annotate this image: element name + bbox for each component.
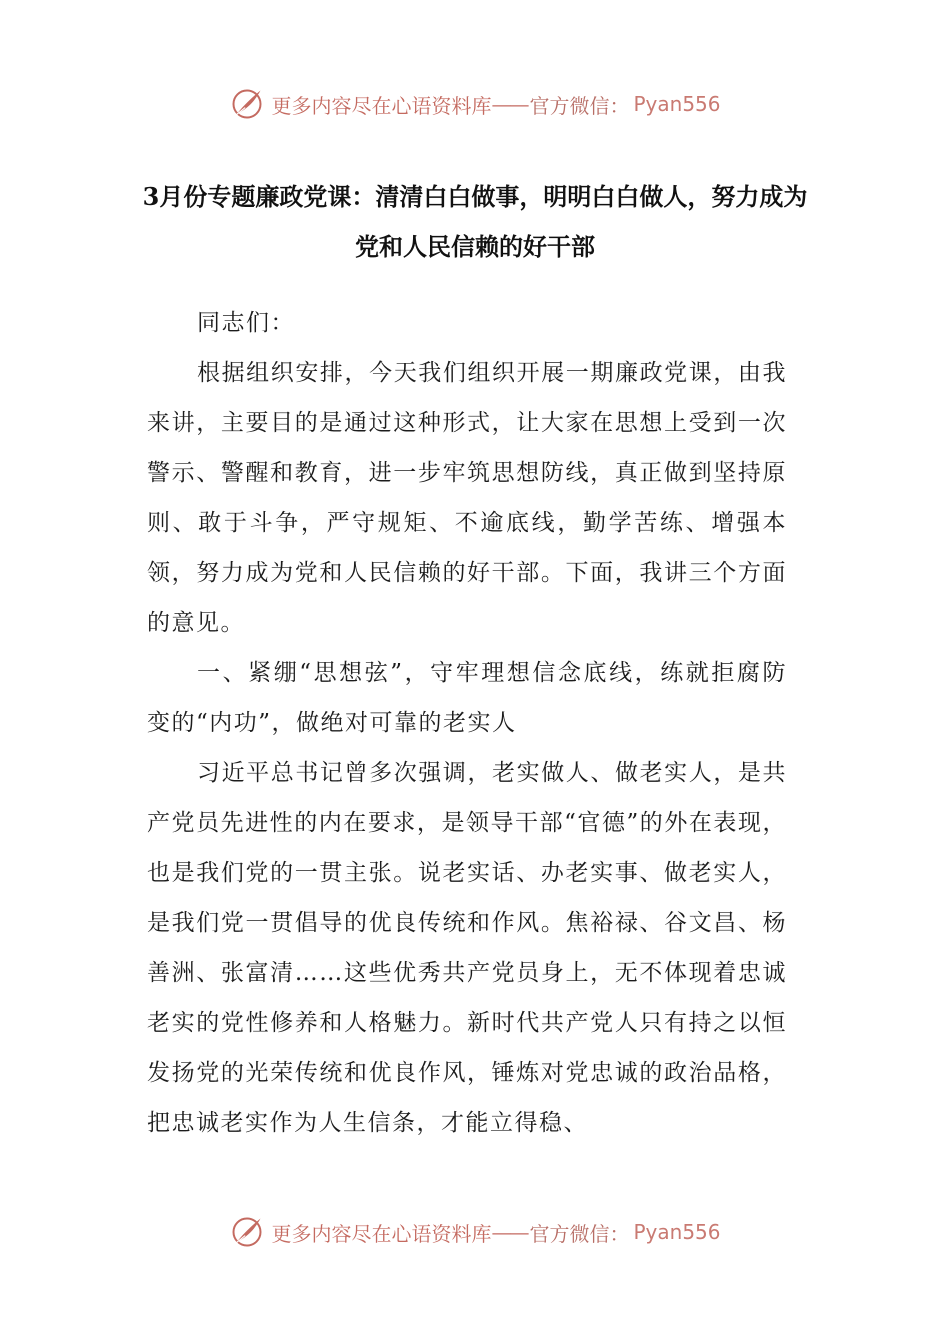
section-heading-1: 一、紧绷“思想弦”，守牢理想信念底线，练就拒腐防变的“内功”，做绝对可靠的老实人 [147,660,787,736]
paragraph-intro: 根据组织安排，今天我们组织开展一期廉政党课，由我来讲，主要目的是通过这种形式，让大家在思想上受到一次警示、警醒和教育，进一步牢筑思想防线，真正做到坚持原则、敢于斗争，严守规矩、不逾底线，勤学苦练、增强本领，努力成为党和人民信赖的好干部。下面，我讲三个方面的意见。 [147,360,787,636]
watermark-footer [0,1212,950,1252]
watermark-wechat-label: 官方微信： [529,1221,630,1246]
quill-pen-logo-icon [229,86,265,122]
watermark-wechat-id: Pyan556 [633,1220,721,1244]
watermark-wechat-label: 官方微信： [529,93,630,118]
paragraph-section-1: 习近平总书记曾多次强调，老实做人、做老实人，是共产党员先进性的内在要求，是领导干部“官德”的外在表现，也是我们党的一贯主张。说老实话、办老实事、做老实人，是我们党一贯倡导的优良传统和作风。焦裕禄、谷文昌、杨善洲、张富清……这些优秀共产党员身上，无不体现着忠诚老实的党性修养和人格魅力。新时代共产党人只有持之以恒发扬党的光荣传统和优良作风，锤炼对党忠诚的政治品格，把忠诚老实作为人生信条，才能立得稳、 [147,760,787,1136]
document-title: 3月份专题廉政党课：清清白白做事，明明白白做人，努力成为党和人民信赖的好干部 [142,182,808,261]
greeting: 同志们： [197,310,295,336]
watermark-site-name: 更多内容尽在心语资料库 [271,1221,492,1246]
document-body [147,298,787,1148]
watermark-site-name: 更多内容尽在心语资料库 [271,93,492,118]
watermark-dash: —— [491,1220,528,1244]
watermark-wechat-id: Pyan556 [633,92,721,116]
watermark-dash: —— [491,92,528,116]
watermark-header [0,84,950,124]
quill-pen-logo-icon [229,1214,265,1250]
